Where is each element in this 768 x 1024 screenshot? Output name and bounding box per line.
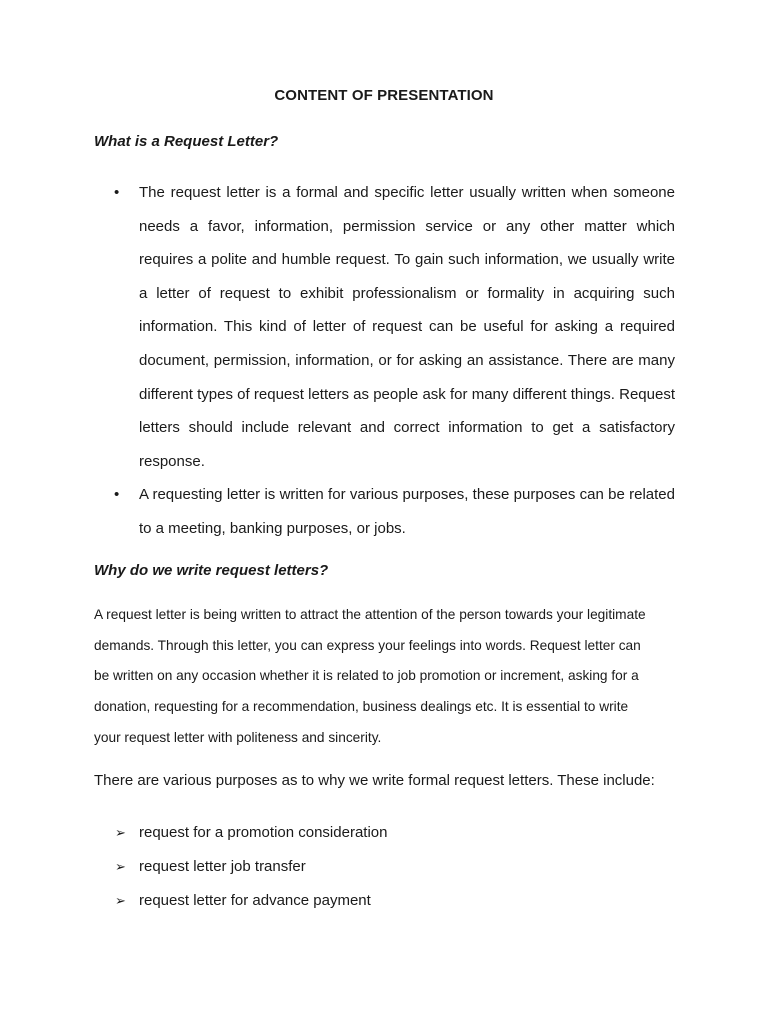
purpose-text: request for a promotion consideration: [139, 824, 388, 841]
arrow-bullet-icon: ➢: [115, 893, 126, 908]
purpose-text: request letter for advance payment: [139, 892, 371, 909]
paragraph-line: your request letter with politeness and sincerity.: [94, 729, 382, 745]
arrow-bullet-icon: ➢: [115, 859, 126, 874]
bullet-item: [114, 176, 675, 478]
body-paragraph: [94, 600, 674, 754]
bullet-icon: •: [114, 184, 120, 201]
bullet-icon: •: [114, 486, 120, 504]
purposes-list: [115, 816, 388, 918]
purpose-text: request letter job transfer: [139, 858, 306, 875]
bullet-list: [114, 176, 675, 546]
paragraph-line: donation, requesting for a recommendation, business dealings etc. It is essential to write: [94, 699, 629, 715]
section-heading-what-is: What is a Request Letter?: [94, 133, 279, 150]
purpose-item: [115, 816, 388, 850]
purposes-intro: There are various purposes as to why we write formal request letters. These include:: [94, 772, 655, 789]
paragraph-line: demands. Through this letter, you can express your feelings into words. Request letter can: [94, 637, 641, 653]
bullet-text: The request letter is a formal and specific letter usually written when someone needs a favor, information, permission service or any other matter which requires a polite and humble request. To gain such information, we usually write a letter of request to exhibit professionalism or formality in acquiring such information. This kind of letter of request can be useful for asking a required document, permission, information, or for asking an assistance. There are many different types of request letters as people ask for many different things. Request letters should include relevant and correct information to get a satisfactory response.: [139, 184, 675, 470]
arrow-bullet-icon: ➢: [115, 825, 126, 840]
purpose-item: [115, 850, 387, 884]
paragraph-line: A request letter is being written to attract the attention of the person towards your legitimate: [94, 607, 646, 622]
section-heading-why-write: Why do we write request letters?: [94, 562, 329, 579]
purpose-item: [115, 884, 387, 918]
bullet-item: [114, 478, 675, 545]
page-title: CONTENT OF PRESENTATION: [274, 87, 494, 104]
paragraph-line: be written on any occasion whether it is related to job promotion or increment, asking for a: [94, 668, 639, 684]
bullet-text: A requesting letter is written for various purposes, these purposes can be related to a meeting, banking purposes, or jobs.: [139, 486, 675, 537]
